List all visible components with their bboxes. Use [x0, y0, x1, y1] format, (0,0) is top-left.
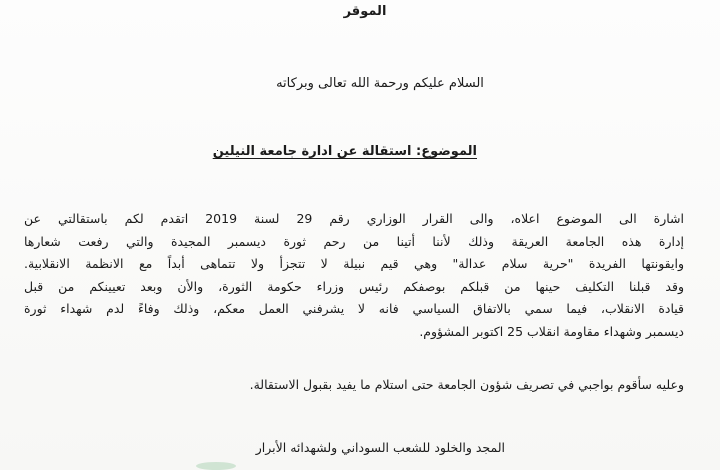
paragraph-1-line-4: وقد قبلنا التكليف حينها من قبلكم بوصفكم رئيس وزراء حكومة الثورة، والأن وبعد تعيينكم من قبل [24, 278, 684, 294]
paragraph-1-line-3: وايقونتها الفريدة "حرية سلام عدالة" وهي قيم نبيلة لا تتجزأ ولا تتماهى أبداً مع الانظمة الانقلابية. [24, 256, 684, 271]
paragraph-1-line-5: قيادة الانقلاب، فيما سمي بالاتفاق السياسي فانه لا يشرفني العمل معكم، وذلك وفاءً لدم شهداء ثورة [24, 301, 684, 316]
letter-greeting: السلام عليكم ورحمة الله تعالى وبركاته [276, 76, 484, 91]
letter-paragraph-2: وعليه سأقوم بواجبي في تصريف شؤون الجامعة حتى استلام ما يفيد بقبول الاستقالة. [249, 377, 684, 392]
green-stamp-edge [196, 462, 236, 470]
paragraph-1-line-2: إدارة هذه الجامعة العريقة وذلك لأننا أتينا من رحم ثورة ديسمبر المجيدة والتي رفعت شعارها [24, 233, 684, 249]
paragraph-1-line-1: اشارة الى الموضوع اعلاه، والى القرار الوزاري رقم 29 لسنة 2019 اتقدم لكم باستقالتي عن [24, 211, 685, 226]
letter-paragraph-1 [24, 208, 684, 343]
subject-label: الموضوع: [416, 144, 477, 159]
letter-addressee: الموقر [343, 4, 387, 19]
letter-subject [213, 144, 477, 159]
letter-closing: المجد والخلود للشعب السوداني ولشهدائه الأبرار [255, 440, 505, 455]
paragraph-1-line-6: ديسمبر وشهداء مقاومة انقلاب 25 اكتوبر المشؤوم. [419, 323, 684, 339]
subject-text: استقالة عن ادارة جامعة النيلين [212, 144, 416, 159]
